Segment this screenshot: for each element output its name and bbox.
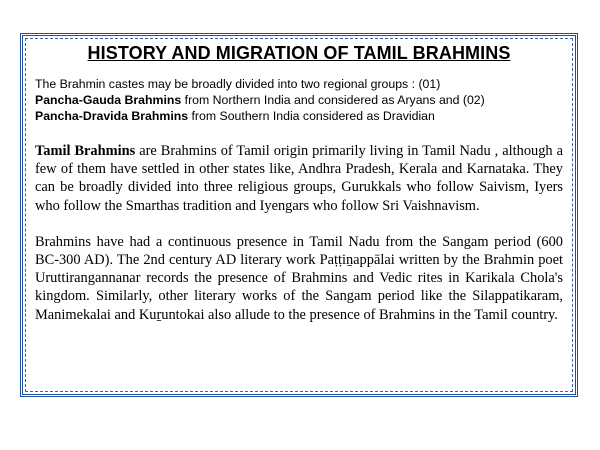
tamil-brahmins-text: are Brahmins of Tamil origin primarily living in Tamil Nadu , although a few of them have settled in other states like, Andhra Pradesh, Kerala and Karnataka. They can be broadly divided into three religious groups, Gurukkals who follow Saivism, Iyers who follow the Smarthas tradition and Iyengars who follow Sri Vaishnavism. <box>35 143 563 214</box>
slide-frame <box>20 33 578 397</box>
tamil-brahmins-term: Tamil Brahmins <box>35 143 136 159</box>
page-title: HISTORY AND MIGRATION OF TAMIL BRAHMINS <box>87 43 511 63</box>
sangam-paragraph: Brahmins have had a continuous presence in Tamil Nadu from the Sangam period (600 BC-300 AD). The 2nd century AD literary work Paṭṭiṉappālai written by the Brahmin poet Uruttirangannanar records the presence of Brahmins and Vedic rites in Karikala Chola's kingdom. Similarly, other literary works of the Sangam period like the Silappatikaram, Manimekalai and Kuṟuntokai also allude to the presence of Brahmins in the Tamil country. <box>35 233 563 323</box>
tamil-brahmins-paragraph <box>35 142 563 215</box>
intro-text-2: from Northern India and considered as Aryans and (02) <box>181 93 485 107</box>
intro-paragraph <box>35 76 563 124</box>
group-2-name: Pancha-Dravida Brahmins <box>35 109 189 123</box>
group-1-name: Pancha-Gauda Brahmins <box>35 93 182 107</box>
intro-text-1: The Brahmin castes may be broadly divided into two regional groups : (01) <box>35 77 441 91</box>
intro-text-3: from Southern India considered as Dravidian <box>188 109 435 123</box>
